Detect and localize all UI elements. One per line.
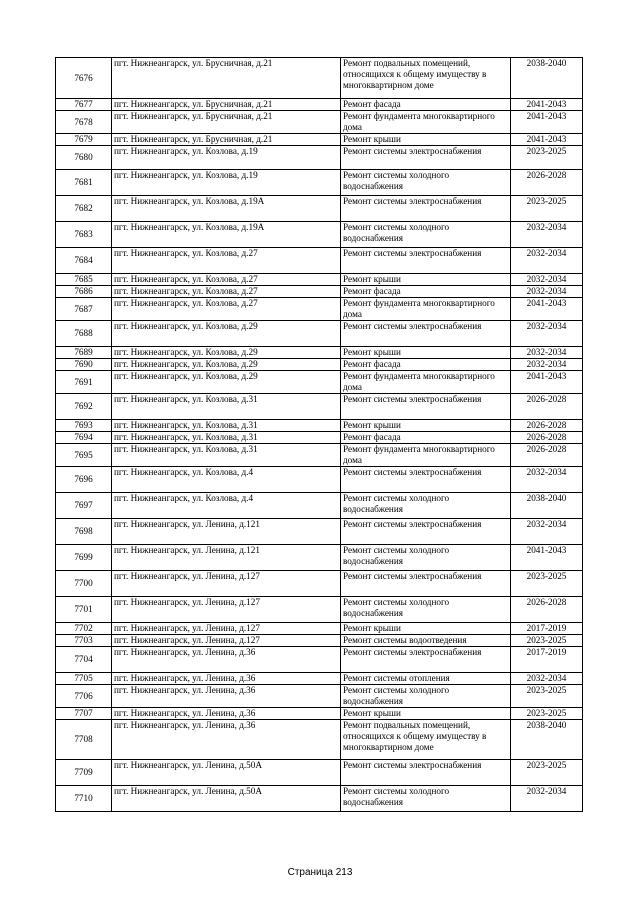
- table-row: [56, 760, 583, 786]
- row-work-type: Ремонт крыши: [341, 708, 511, 720]
- row-period: 2038-2040: [511, 58, 583, 99]
- row-address: пгт. Нижнеангарск, ул. Козлова, д.27: [112, 286, 341, 298]
- row-number: 7701: [56, 597, 112, 623]
- row-address: пгт. Нижнеангарск, ул. Ленина, д.127: [112, 623, 341, 635]
- table-row: [56, 571, 583, 597]
- row-period: 2026-2028: [511, 170, 583, 196]
- row-work-type: Ремонт фасада: [341, 359, 511, 371]
- row-number: 7696: [56, 467, 112, 493]
- row-period: 2017-2019: [511, 623, 583, 635]
- row-address: пгт. Нижнеангарск, ул. Козлова, д.19: [112, 170, 341, 196]
- row-address: пгт. Нижнеангарск, ул. Брусничная, д.21: [112, 58, 341, 99]
- table-row: [56, 708, 583, 720]
- table-row: [56, 58, 583, 99]
- row-work-type: Ремонт системы холодного водоснабжения: [341, 545, 511, 571]
- table-row: [56, 720, 583, 760]
- row-number: 7700: [56, 571, 112, 597]
- row-number: 7705: [56, 673, 112, 685]
- table-row: [56, 170, 583, 196]
- row-number: 7699: [56, 545, 112, 571]
- row-number: 7703: [56, 635, 112, 647]
- table-row: [56, 99, 583, 111]
- row-work-type: Ремонт системы водоотведения: [341, 635, 511, 647]
- table-row: [56, 444, 583, 467]
- row-address: пгт. Нижнеангарск, ул. Ленина, д.36: [112, 673, 341, 685]
- row-period: 2032-2034: [511, 222, 583, 248]
- row-period: 2032-2034: [511, 467, 583, 493]
- row-period: 2041-2043: [511, 545, 583, 571]
- row-number: 7685: [56, 274, 112, 286]
- table-row: [56, 146, 583, 170]
- row-period: 2023-2025: [511, 708, 583, 720]
- row-work-type: Ремонт системы электроснабжения: [341, 519, 511, 545]
- row-work-type: Ремонт крыши: [341, 274, 511, 286]
- row-work-type: Ремонт фасада: [341, 286, 511, 298]
- table-row: [56, 359, 583, 371]
- row-period: 2038-2040: [511, 493, 583, 519]
- table-row: [56, 685, 583, 708]
- row-address: пгт. Нижнеангарск, ул. Ленина, д.50А: [112, 760, 341, 786]
- row-work-type: Ремонт подвальных помещений, относящихся к общему имуществу в многоквартирном доме: [341, 58, 511, 99]
- row-period: 2032-2034: [511, 321, 583, 347]
- row-number: 7698: [56, 519, 112, 545]
- row-period: 2041-2043: [511, 99, 583, 111]
- row-number: 7684: [56, 248, 112, 274]
- row-address: пгт. Нижнеангарск, ул. Козлова, д.27: [112, 248, 341, 274]
- row-period: 2032-2034: [511, 359, 583, 371]
- row-address: пгт. Нижнеангарск, ул. Козлова, д.29: [112, 321, 341, 347]
- row-address: пгт. Нижнеангарск, ул. Ленина, д.36: [112, 647, 341, 673]
- row-work-type: Ремонт системы электроснабжения: [341, 146, 511, 170]
- row-work-type: Ремонт крыши: [341, 420, 511, 432]
- row-period: 2026-2028: [511, 432, 583, 444]
- table-row: [56, 134, 583, 146]
- row-work-type: Ремонт подвальных помещений, относящихся к общему имуществу в многоквартирном доме: [341, 720, 511, 760]
- row-number: 7694: [56, 432, 112, 444]
- row-address: пгт. Нижнеангарск, ул. Ленина, д.121: [112, 545, 341, 571]
- table-row: [56, 420, 583, 432]
- row-number: 7681: [56, 170, 112, 196]
- row-address: пгт. Нижнеангарск, ул. Ленина, д.127: [112, 571, 341, 597]
- row-work-type: Ремонт крыши: [341, 623, 511, 635]
- row-address: пгт. Нижнеангарск, ул. Козлова, д.29: [112, 371, 341, 394]
- row-period: 2023-2025: [511, 571, 583, 597]
- row-number: 7677: [56, 99, 112, 111]
- row-work-type: Ремонт системы холодного водоснабжения: [341, 597, 511, 623]
- table-row: [56, 248, 583, 274]
- table-row: [56, 286, 583, 298]
- row-number: 7702: [56, 623, 112, 635]
- row-number: 7691: [56, 371, 112, 394]
- row-address: пгт. Нижнеангарск, ул. Козлова, д.19: [112, 146, 341, 170]
- row-number: 7704: [56, 647, 112, 673]
- table-row: [56, 493, 583, 519]
- row-period: 2023-2025: [511, 196, 583, 222]
- row-address: пгт. Нижнеангарск, ул. Ленина, д.36: [112, 720, 341, 760]
- row-address: пгт. Нижнеангарск, ул. Ленина, д.36: [112, 708, 341, 720]
- repair-schedule-table: [55, 57, 583, 812]
- row-number: 7678: [56, 111, 112, 134]
- row-period: 2041-2043: [511, 111, 583, 134]
- row-number: 7692: [56, 394, 112, 420]
- row-period: 2026-2028: [511, 597, 583, 623]
- row-work-type: Ремонт системы электроснабжения: [341, 248, 511, 274]
- table-row: [56, 196, 583, 222]
- row-period: 2017-2019: [511, 647, 583, 673]
- row-work-type: Ремонт системы холодного водоснабжения: [341, 493, 511, 519]
- table-row: [56, 111, 583, 134]
- row-address: пгт. Нижнеангарск, ул. Козлова, д.19А: [112, 222, 341, 248]
- row-number: 7680: [56, 146, 112, 170]
- row-number: 7682: [56, 196, 112, 222]
- row-period: 2026-2028: [511, 394, 583, 420]
- table-row: [56, 347, 583, 359]
- table-row: [56, 545, 583, 571]
- row-address: пгт. Нижнеангарск, ул. Ленина, д.50А: [112, 786, 341, 812]
- row-period: 2041-2043: [511, 298, 583, 321]
- row-work-type: Ремонт системы холодного водоснабжения: [341, 222, 511, 248]
- table-row: [56, 222, 583, 248]
- row-work-type: Ремонт фундамента многоквартирного дома: [341, 111, 511, 134]
- row-address: пгт. Нижнеангарск, ул. Козлова, д.4: [112, 467, 341, 493]
- row-period: 2023-2025: [511, 146, 583, 170]
- row-number: 7706: [56, 685, 112, 708]
- row-period: 2032-2034: [511, 786, 583, 812]
- row-number: 7695: [56, 444, 112, 467]
- table-body: [56, 58, 583, 812]
- row-address: пгт. Нижнеангарск, ул. Ленина, д.121: [112, 519, 341, 545]
- row-address: пгт. Нижнеангарск, ул. Козлова, д.4: [112, 493, 341, 519]
- table-row: [56, 432, 583, 444]
- row-work-type: Ремонт системы электроснабжения: [341, 321, 511, 347]
- row-work-type: Ремонт крыши: [341, 347, 511, 359]
- row-period: 2032-2034: [511, 347, 583, 359]
- row-period: 2038-2040: [511, 720, 583, 760]
- row-period: 2023-2025: [511, 635, 583, 647]
- row-work-type: Ремонт фасада: [341, 432, 511, 444]
- row-address: пгт. Нижнеангарск, ул. Козлова, д.31: [112, 420, 341, 432]
- page-number: Страница 213: [287, 867, 353, 878]
- row-work-type: Ремонт системы электроснабжения: [341, 760, 511, 786]
- row-period: 2023-2025: [511, 760, 583, 786]
- row-period: 2041-2043: [511, 371, 583, 394]
- row-work-type: Ремонт системы электроснабжения: [341, 647, 511, 673]
- row-address: пгт. Нижнеангарск, ул. Козлова, д.27: [112, 298, 341, 321]
- row-work-type: Ремонт системы холодного водоснабжения: [341, 786, 511, 812]
- row-address: пгт. Нижнеангарск, ул. Козлова, д.29: [112, 359, 341, 371]
- table-row: [56, 321, 583, 347]
- row-address: пгт. Нижнеангарск, ул. Брусничная, д.21: [112, 99, 341, 111]
- row-period: 2026-2028: [511, 420, 583, 432]
- row-number: 7707: [56, 708, 112, 720]
- row-number: 7687: [56, 298, 112, 321]
- row-number: 7683: [56, 222, 112, 248]
- table-row: [56, 635, 583, 647]
- row-number: 7690: [56, 359, 112, 371]
- row-work-type: Ремонт фундамента многоквартирного дома: [341, 371, 511, 394]
- row-address: пгт. Нижнеангарск, ул. Козлова, д.31: [112, 444, 341, 467]
- table-row: [56, 274, 583, 286]
- row-work-type: Ремонт системы электроснабжения: [341, 394, 511, 420]
- row-address: пгт. Нижнеангарск, ул. Козлова, д.31: [112, 432, 341, 444]
- table-row: [56, 467, 583, 493]
- row-number: 7697: [56, 493, 112, 519]
- table-row: [56, 519, 583, 545]
- table-row: [56, 647, 583, 673]
- row-number: 7676: [56, 58, 112, 99]
- row-number: 7688: [56, 321, 112, 347]
- row-number: 7689: [56, 347, 112, 359]
- row-address: пгт. Нижнеангарск, ул. Козлова, д.27: [112, 274, 341, 286]
- row-number: 7679: [56, 134, 112, 146]
- row-number: 7686: [56, 286, 112, 298]
- row-number: 7710: [56, 786, 112, 812]
- row-address: пгт. Нижнеангарск, ул. Козлова, д.29: [112, 347, 341, 359]
- table-row: [56, 394, 583, 420]
- row-period: 2026-2028: [511, 444, 583, 467]
- row-address: пгт. Нижнеангарск, ул. Козлова, д.31: [112, 394, 341, 420]
- row-work-type: Ремонт системы холодного водоснабжения: [341, 170, 511, 196]
- row-work-type: Ремонт крыши: [341, 134, 511, 146]
- row-period: 2032-2034: [511, 274, 583, 286]
- row-work-type: Ремонт фундамента многоквартирного дома: [341, 298, 511, 321]
- row-address: пгт. Нижнеангарск, ул. Брусничная, д.21: [112, 134, 341, 146]
- table-row: [56, 371, 583, 394]
- table-row: [56, 597, 583, 623]
- table-row: [56, 673, 583, 685]
- table-row: [56, 623, 583, 635]
- row-work-type: Ремонт системы электроснабжения: [341, 467, 511, 493]
- row-address: пгт. Нижнеангарск, ул. Козлова, д.19А: [112, 196, 341, 222]
- row-period: 2032-2034: [511, 286, 583, 298]
- row-address: пгт. Нижнеангарск, ул. Брусничная, д.21: [112, 111, 341, 134]
- row-work-type: Ремонт системы отопления: [341, 673, 511, 685]
- row-period: 2032-2034: [511, 519, 583, 545]
- row-work-type: Ремонт фундамента многоквартирного дома: [341, 444, 511, 467]
- row-address: пгт. Нижнеангарск, ул. Ленина, д.36: [112, 685, 341, 708]
- row-period: 2032-2034: [511, 248, 583, 274]
- row-period: 2032-2034: [511, 673, 583, 685]
- row-work-type: Ремонт системы холодного водоснабжения: [341, 685, 511, 708]
- table-row: [56, 786, 583, 812]
- row-work-type: Ремонт системы электроснабжения: [341, 196, 511, 222]
- row-address: пгт. Нижнеангарск, ул. Ленина, д.127: [112, 597, 341, 623]
- row-period: 2041-2043: [511, 134, 583, 146]
- row-work-type: Ремонт фасада: [341, 99, 511, 111]
- table-row: [56, 298, 583, 321]
- row-period: 2023-2025: [511, 685, 583, 708]
- row-number: 7709: [56, 760, 112, 786]
- row-number: 7693: [56, 420, 112, 432]
- row-number: 7708: [56, 720, 112, 760]
- row-address: пгт. Нижнеангарск, ул. Ленина, д.127: [112, 635, 341, 647]
- row-work-type: Ремонт системы электроснабжения: [341, 571, 511, 597]
